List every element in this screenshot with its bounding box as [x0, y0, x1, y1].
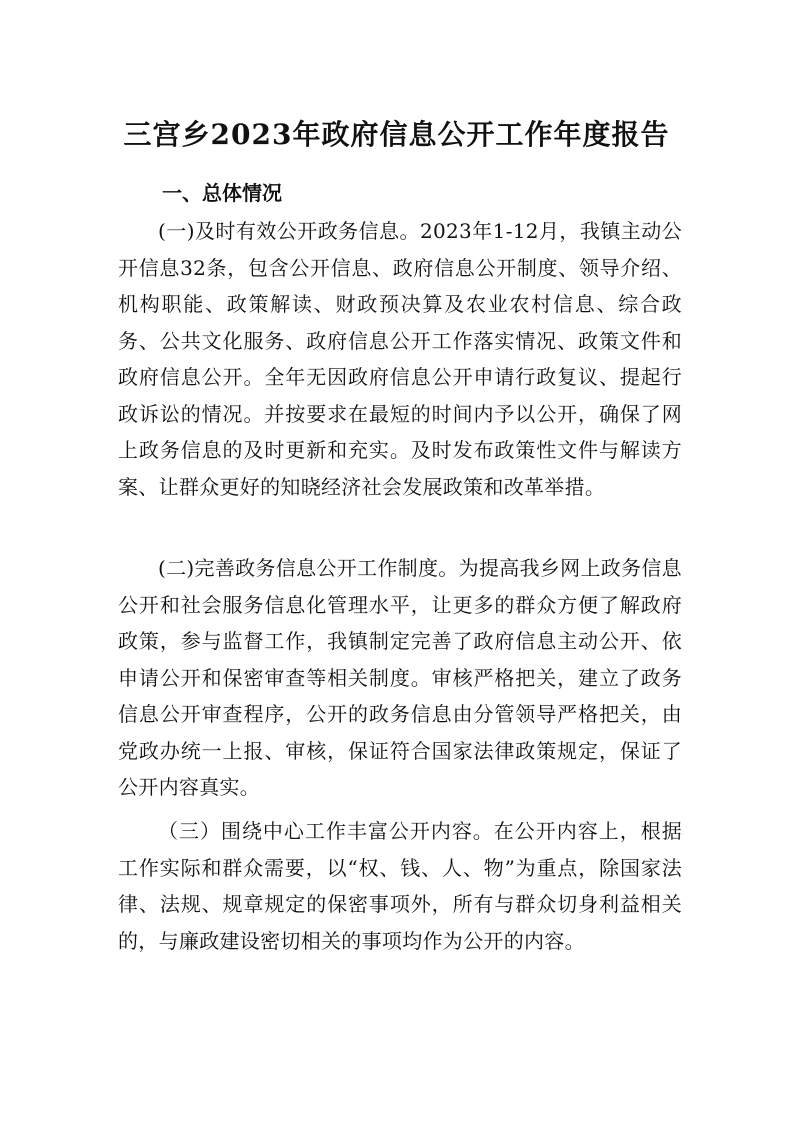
paragraph-1: (一)及时有效公开政务信息。2023年1-12月，我镇主动公开信息32条，包含公开信息、政府信息公开制度、领导介绍、机构职能、政策解读、财政预决算及农业农村信息、综合政务、公共文化服务、政府信息公开工作落实情况、政策文件和政府信息公开。全年无因政府信息公开申请行政复议、提起行政诉讼的情况。并按要求在最短的时间内予以公开，确保了网上政务信息的及时更新和充实。及时发布政策性文件与解读方案、让群众更好的知晓经济社会发展政策和改革举措。 — [118, 219, 682, 499]
paragraph-2: (二)完善政务信息公开工作制度。为提高我乡网上政务信息公开和社会服务信息化管理水平，让更多的群众方便了解政府政策，参与监督工作，我镇制定完善了政府信息主动公开、依申请公开和保密审查等相关制度。审核严格把关，建立了政务信息公开审查程序，公开的政务信息由分管领导严格把关，由党政办统一上报、审核，保证符合国家法律政策规定，保证了公开内容真实。 — [118, 556, 682, 799]
section-heading: 一、总体情况 — [162, 181, 282, 205]
paragraph-3: （三）围绕中心工作丰富公开内容。在公开内容上，根据工作实际和群众需要，以“权、钱、人、物”为重点，除国家法律、法规、规章规定的保密事项外，所有与群众切身利益相关的，与廉政建设密切相关的事项均作为公开的内容。 — [118, 819, 682, 953]
document-title: 三宫乡2023年政府信息公开工作年度报告 — [123, 117, 670, 151]
